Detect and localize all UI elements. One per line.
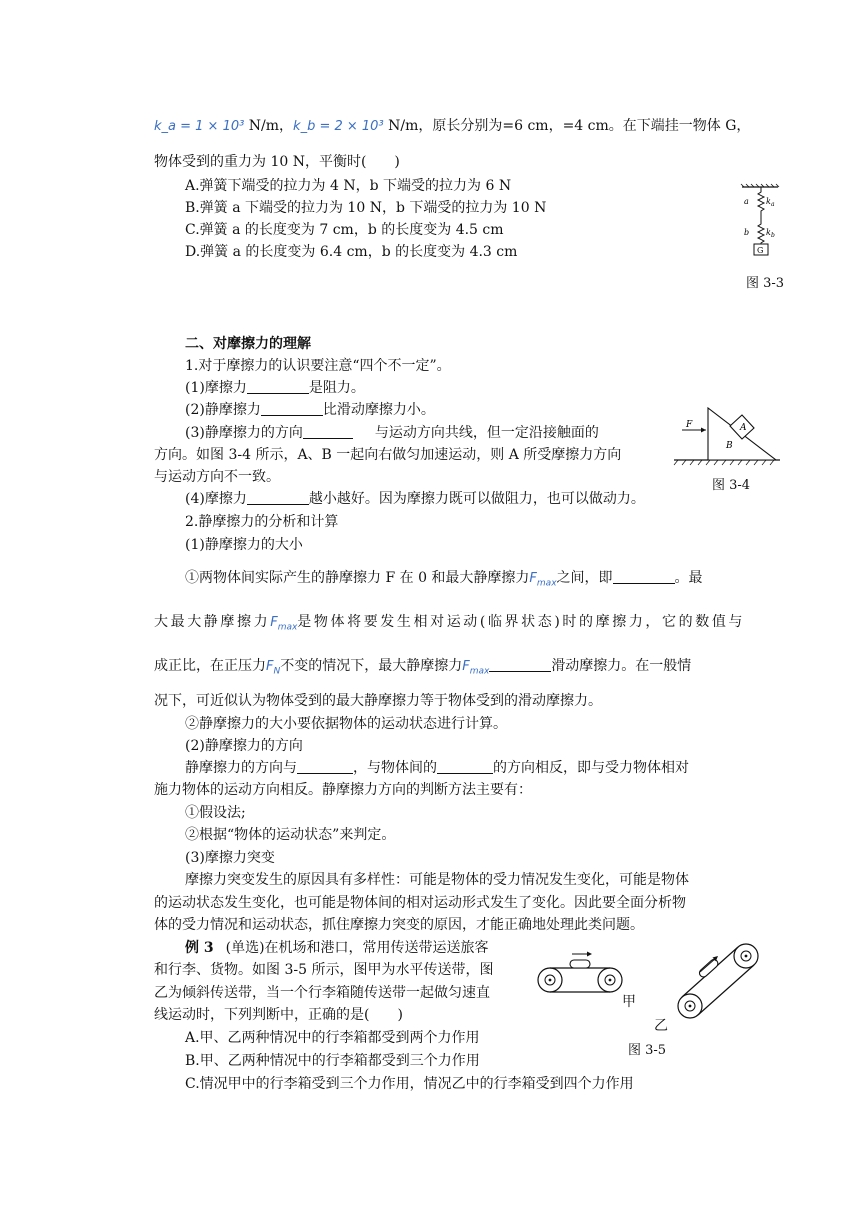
question-line-2: 物体受到的重力为 10 N，平衡时( ) [154,154,400,170]
para-2-2-line1 [185,758,689,778]
fn-symbol: $F_N$ [266,659,281,677]
weight-g-label: G [757,246,764,255]
para-2-1-line1 [185,568,703,594]
fill-blank[interactable] [303,424,353,439]
fill-blank[interactable] [247,379,309,394]
fill-blank[interactable] [261,401,323,416]
spring-a-label: a [744,197,749,206]
fill-blank[interactable] [613,569,675,584]
figure-3-5-caption: 图 3-5 [628,1043,667,1058]
units-text: N/m， [244,118,294,134]
para-2-1: (1)静摩擦力的大小 [185,537,303,553]
option-b: B.弹簧 a 下端受的拉力为 10 N，b 下端受的拉力为 10 N [185,200,547,216]
para-1-1-a: (1)摩擦力 [185,380,247,396]
para-2-1-j: ②静摩擦力的大小要依据物体的运动状态进行计算。 [185,716,507,732]
para-1-3-b: 与运动方向共线，但一定沿接触面的 [374,425,599,441]
example-3-l3: 乙为倾斜传送带，当一个行李箱随传送带一起做匀速直 [154,985,490,1001]
block-b-label: B [726,441,733,451]
figure-yi-label: 乙 [654,1018,668,1034]
block-a-label: A [740,423,747,433]
fmax-symbol: $F_{max}$ [529,571,557,589]
figure-3-3-caption: 图 3-3 [746,276,785,291]
para-1-2-a: (2)静摩擦力 [185,402,261,418]
para-1-1-b: 是阻力。 [308,380,365,396]
spring-kb-label: k [766,228,771,237]
example-3-line1 [185,938,489,958]
fmax-symbol: $F_{max}$ [270,615,298,633]
para-2-2-d: 施力物体的运动方向相反。静摩擦力方向的判断方法主要有： [154,782,532,798]
para-2-1-b: 之间，即 [556,570,613,586]
example-3-l2: 和行李、货物。如图 3-5 所示，图甲为水平传送带，图 [154,962,494,978]
para-2-1-h: 滑动摩擦力。在一般情 [551,658,692,674]
spring-ka-label: k [766,197,771,206]
para-2-2-c: 的方向相反，即与受力物体相对 [493,760,689,776]
option-d: D.弹簧 a 的长度变为 6.4 cm，b 的长度变为 4.3 cm [185,244,518,260]
example-option-a: A.甲、乙两种情况中的行李箱都受到两个力作用 [185,1030,480,1046]
para-2-1-e: 是物体将要发生相对运动(临界状态)时的摩擦力，它的数值与 [297,614,746,630]
para-2-1-i: 况下，可近似认为物体受到的最大静摩擦力等于物体受到的滑动摩擦力。 [154,693,602,709]
para-2-1-c: 。最 [674,570,703,586]
para-1-4-b: 越小越好。因为摩擦力既可以做阻力，也可以做动力。 [308,491,645,507]
para-2-3-c: 体的受力情况和运动状态，抓住摩擦力突变的原因，才能正确地处理此类问题。 [154,917,644,933]
kb-formula: k_b = 2 × 10³ [293,119,384,134]
option-c: C.弹簧 a 的长度变为 7 cm，b 的长度变为 4.5 cm [185,222,504,238]
question-line-1 [154,116,750,137]
para-2-1-line3 [154,656,691,682]
para-2-2: (2)静摩擦力的方向 [185,738,303,754]
para-1-4 [185,489,645,509]
example-option-c: C.情况甲中的行李箱受到三个力作用，情况乙中的行李箱受到四个力作用 [185,1076,634,1092]
question-line-1-rest: N/m，原长分别为=6 cm，=4 cm。在下端挂一物体 G， [383,118,751,134]
example-option-b: B.甲、乙两种情况中的行李箱都受到三个力作用 [185,1053,480,1069]
para-1-3-c: 方向。如图 3-4 所示，A、B 一起向右做匀加速运动，则 A 所受摩擦力方向 [154,447,622,463]
para-1-2-b: 比滑动摩擦力小。 [322,402,435,418]
figure-3-4-caption: 图 3-4 [712,478,751,493]
figure-3-3-springs [740,184,780,256]
para-2-2-a: 静摩擦力的方向与 [185,760,297,776]
example-3-l4: 线运动时，下列判断中，正确的是( ) [154,1007,403,1023]
para-2-1-line2 [154,612,745,638]
fill-blank[interactable] [437,759,493,774]
para-2-1-f: 成正比，在正压力 [154,658,266,674]
para-2-2-f: ②根据“物体的运动状态”来判定。 [185,827,396,843]
fmax-symbol: $F_{max}$ [462,659,490,677]
para-2-1-a: ①两物体间实际产生的静摩擦力 F 在 0 和最大静摩擦力 [185,570,530,586]
para-2-3: (3)摩擦力突变 [185,850,275,866]
section-heading: 二、对摩擦力的理解 [185,336,311,352]
option-a: A.弹簧下端受的拉力为 4 N，b 下端受的拉力为 6 N [185,178,512,194]
para-2-1-g: 不变的情况下，最大静摩擦力 [280,658,463,674]
example-label: 例 3 [185,940,214,956]
para-1-4-a: (4)摩擦力 [185,491,247,507]
para-2: 2.静摩擦力的分析和计算 [185,514,339,530]
example-3-l1: (单选)在机场和港口，常用传送带运送旅客 [225,940,489,956]
para-2-2-b: ，与物体间的 [353,760,437,776]
para-2-2-e: ①假设法; [185,805,246,821]
spring-b-label: b [744,228,750,237]
spring-kb-sub: b [771,232,775,239]
ka-formula: k_a = 1 × 10³ [154,119,245,134]
para-2-1-d: 大最大静摩擦力 [154,614,271,630]
para-1-2 [185,400,435,420]
figure-3-4-incline [672,404,782,466]
fill-blank[interactable] [297,759,353,774]
fill-blank[interactable] [247,490,309,505]
para-1-3-a: (3)静摩擦力的方向 [185,425,303,441]
figure-jia-label: 甲 [622,994,636,1010]
fill-blank[interactable] [489,657,551,672]
para-1-1 [185,378,365,398]
para-2-3-b: 的运动状态发生变化，也可能是物体间的相对运动形式发生了变化。因此要全面分析物 [154,895,686,911]
para-1-3-d: 与运动方向不一致。 [154,469,280,485]
force-f-label: F [686,420,693,430]
spring-ka-sub: a [771,201,775,208]
para-1: 1.对于摩擦力的认识要注意“四个不一定”。 [185,358,451,374]
figure-3-5-conveyors [536,944,768,1028]
para-2-3-a: 摩擦力突变发生的原因具有多样性：可能是物体的受力情况发生变化，可能是物体 [185,872,689,888]
para-1-3 [185,423,599,443]
